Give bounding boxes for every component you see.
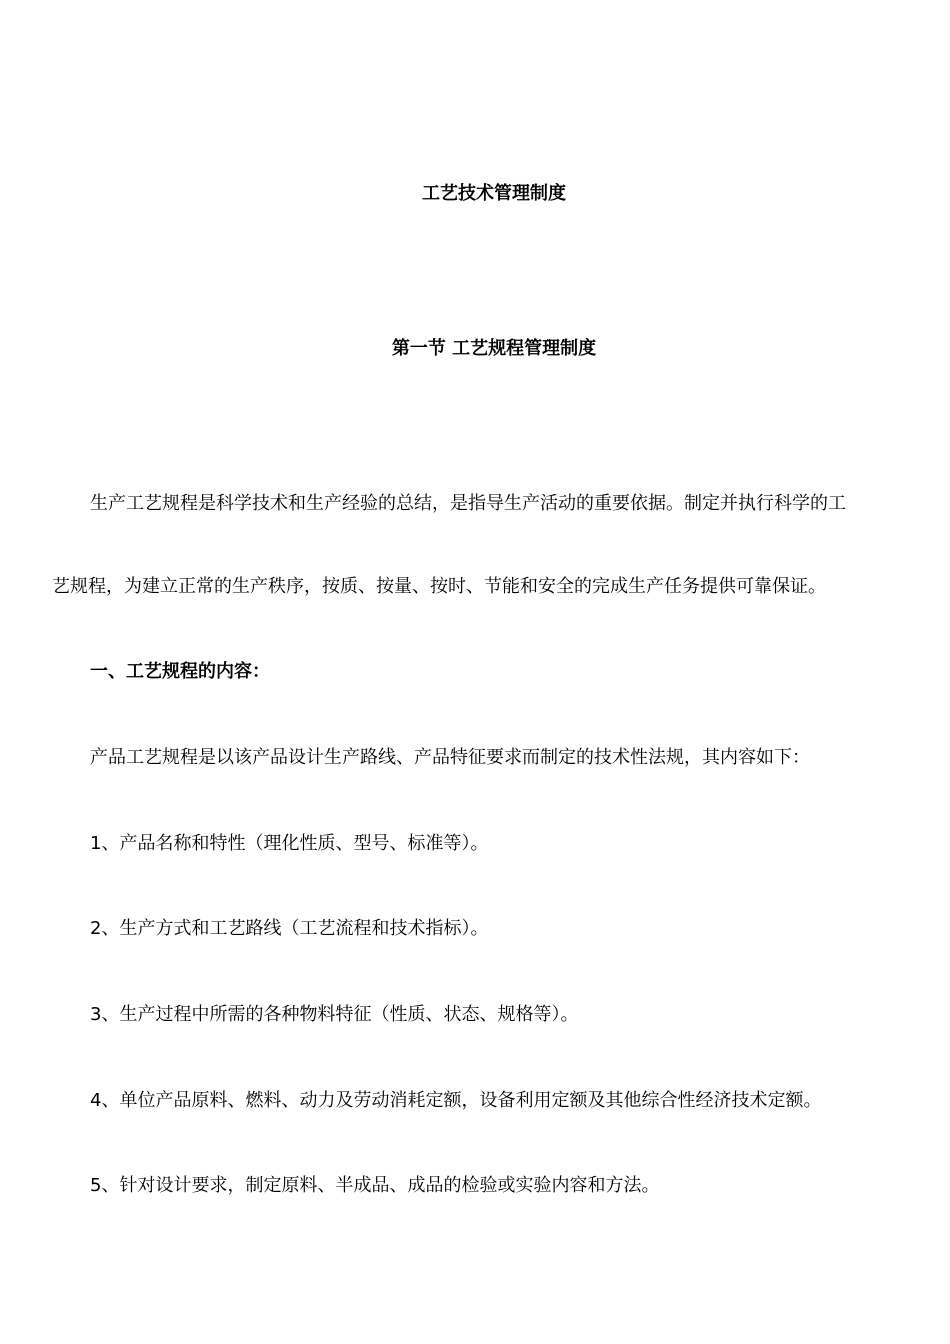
intro-paragraph-line-2: 艺规程，为建立正常的生产秩序，按质、按量、按时、节能和安全的完成生产任务提供可靠保证。 (52, 576, 826, 597)
list-item: 2、生产方式和工艺路线（工艺流程和技术指标）。 (90, 918, 489, 939)
document-title: 工艺技术管理制度 (422, 183, 566, 204)
list-item: 5、针对设计要求，制定原料、半成品、成品的检验或实验内容和方法。 (90, 1175, 660, 1196)
lead-in-paragraph: 产品工艺规程是以该产品设计生产路线、产品特征要求而制定的技术性法规，其内容如下： (90, 747, 810, 768)
subheading-contents: 一、工艺规程的内容： (90, 661, 270, 682)
section-title: 第一节 工艺规程管理制度 (391, 338, 597, 359)
intro-paragraph-line-1: 生产工艺规程是科学技术和生产经验的总结，是指导生产活动的重要依据。制定并执行科学的工 (90, 493, 846, 514)
list-item: 4、单位产品原料、燃料、动力及劳动消耗定额，设备利用定额及其他综合性经济技术定额。 (90, 1090, 822, 1111)
list-item: 3、生产过程中所需的各种物料特征（性质、状态、规格等）。 (90, 1004, 579, 1025)
list-item: 1、产品名称和特性（理化性质、型号、标准等）。 (90, 833, 489, 854)
